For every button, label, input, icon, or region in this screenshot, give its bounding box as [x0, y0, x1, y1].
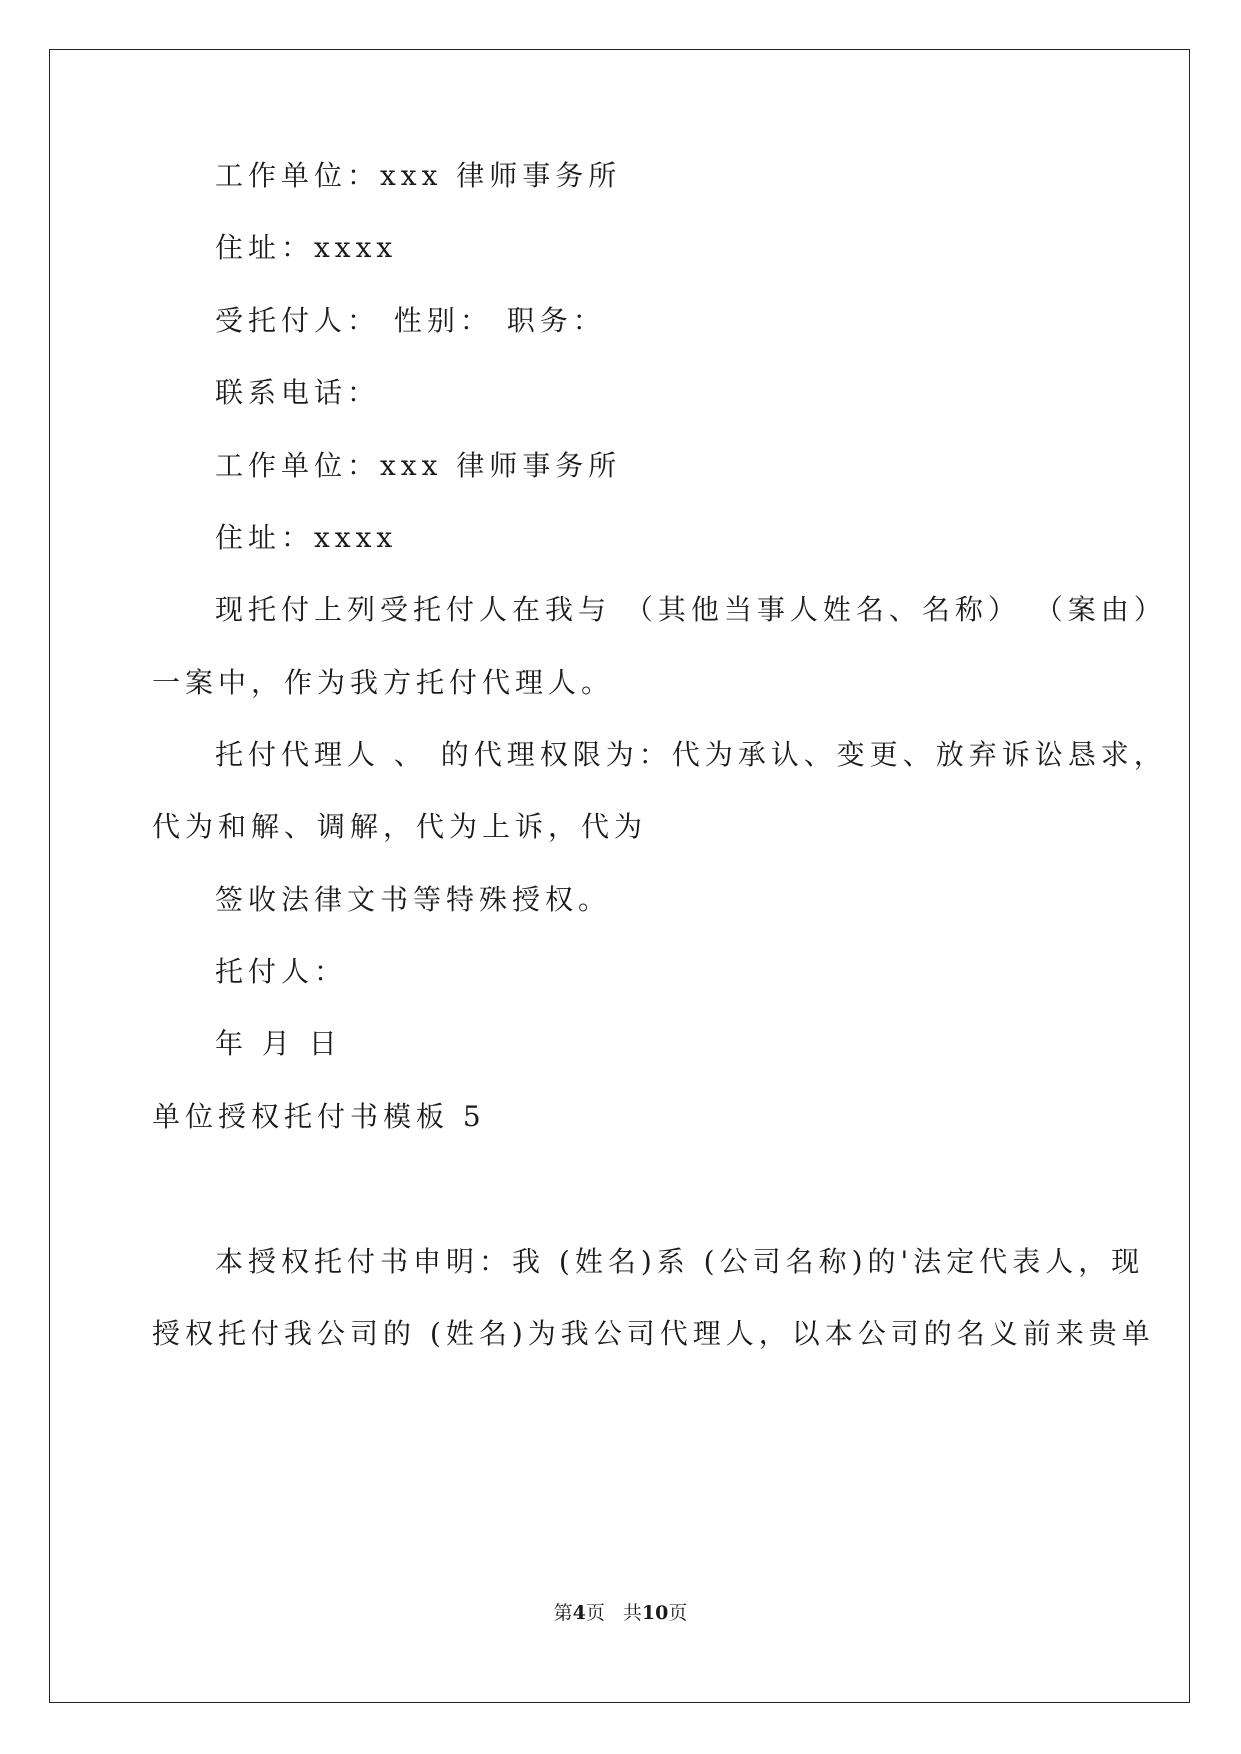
- work-unit-line-2: 工作单位：xxx 律师事务所: [215, 449, 622, 482]
- paragraph-entrust-line-2: 一案中，作为我方托付代理人。: [152, 666, 615, 699]
- phone-line: 联系电话：: [215, 376, 381, 409]
- footer-total-prefix: 共: [622, 1602, 642, 1624]
- footer-prefix: 第: [553, 1602, 573, 1624]
- page-footer: [0, 1600, 1241, 1626]
- paragraph-entrust-line-1: 现托付上列受托付人在我与 （其他当事人姓名、名称） （案由）: [215, 593, 1167, 626]
- footer-page-number: 4: [572, 1602, 586, 1624]
- work-unit-line-1: 工作单位：xxx 律师事务所: [215, 159, 622, 192]
- agent-info-line: 受托付人： 性别： 职务：: [215, 304, 606, 337]
- declaration-line-1: 本授权托付书申明：我 (姓名)系 (公司名称)的'法定代表人，现: [215, 1245, 1145, 1278]
- principal-line: 托付人：: [215, 955, 348, 988]
- paragraph-authority-line-2: 代为和解、调解，代为上诉，代为: [152, 810, 648, 843]
- date-line: 年 月 日: [215, 1027, 342, 1060]
- footer-page-suffix: 页: [585, 1602, 605, 1624]
- declaration-line-2: 授权托付我公司的 (姓名)为我公司代理人，以本公司的名义前来贵单: [152, 1317, 1155, 1350]
- footer-total-suffix: 页: [668, 1602, 688, 1624]
- footer-total-pages: 10: [641, 1602, 669, 1624]
- page-border: [49, 49, 1190, 1703]
- paragraph-authority-line-1: 托付代理人 、 的代理权限为：代为承认、变更、放弃诉讼恳求，: [215, 738, 1167, 771]
- address-line-2: 住址：xxxx: [215, 521, 398, 554]
- address-line-1: 住址：xxxx: [215, 231, 398, 264]
- section-heading: 单位授权托付书模板 5: [152, 1100, 486, 1133]
- paragraph-authority-line-3: 签收法律文书等特殊授权。: [215, 883, 612, 916]
